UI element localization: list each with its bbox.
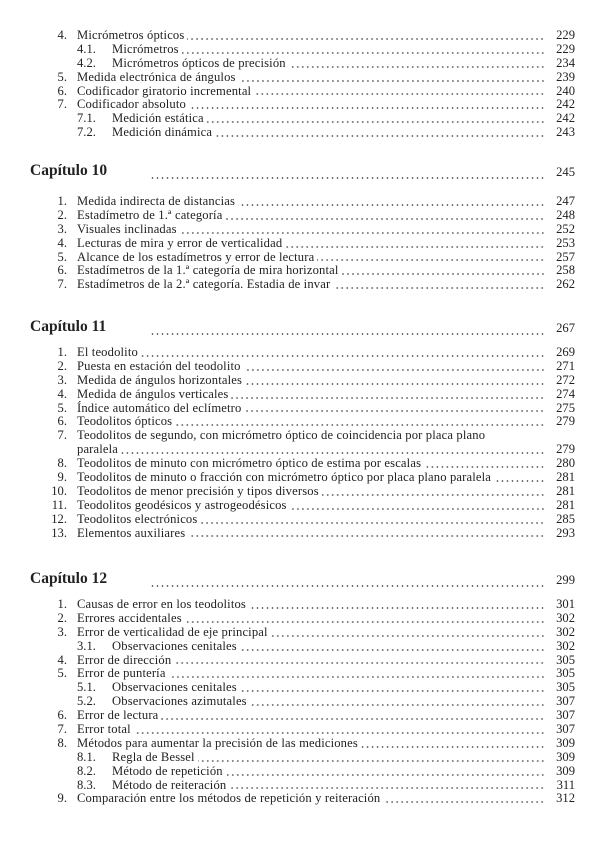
entry-title: Método de reiteración — [112, 779, 229, 793]
dot-leader — [169, 676, 545, 678]
page-number: 307 — [556, 694, 575, 709]
entry-title: Lecturas de mira y error de verticalidad — [77, 237, 285, 251]
page-number: 243 — [556, 125, 575, 140]
entry-number: 8.2. — [77, 763, 96, 778]
toc-entry — [0, 112, 600, 126]
toc-entry — [0, 457, 600, 471]
page-number: 239 — [556, 69, 575, 84]
entry-number: 10. — [51, 483, 67, 498]
entry-title-line — [77, 527, 545, 541]
toc-entry — [0, 667, 600, 681]
page-number: 281 — [556, 497, 575, 512]
dot-leader — [150, 333, 545, 335]
dot-leader — [342, 273, 545, 275]
chapter-title: Capítulo 10 — [30, 162, 108, 179]
toc-entry — [0, 751, 600, 765]
dot-leader — [250, 704, 545, 706]
dot-leader — [141, 355, 545, 357]
entry-title: Métodos para aumentar la precisión de las mediciones — [77, 737, 361, 751]
entry-number: 11. — [51, 497, 67, 512]
entry-title-line — [77, 626, 545, 640]
toc-entry — [0, 471, 600, 485]
entry-title: Puesta en estación del teodolito — [77, 360, 244, 374]
entry-title: Visuales inclinadas — [77, 223, 180, 237]
page-number: 272 — [556, 372, 575, 387]
entry-title: Micrómetros ópticos de precisión — [112, 57, 289, 71]
entry-title-line — [77, 209, 545, 223]
dot-leader — [245, 383, 545, 385]
entry-number: 2. — [57, 207, 67, 222]
entry-title: Codificador absoluto — [77, 98, 189, 112]
entry-title: Comparación entre los métodos de repetición y reiteración — [77, 792, 383, 806]
toc-entry — [0, 792, 600, 806]
toc-entry — [0, 29, 600, 43]
toc-entry — [0, 626, 600, 640]
toc-entry — [0, 195, 600, 209]
entry-number: 8.3. — [77, 777, 96, 792]
dot-leader — [174, 662, 545, 664]
dot-leader — [249, 607, 545, 609]
dot-leader — [239, 80, 545, 82]
toc-entry — [0, 346, 600, 360]
entry-number: 2. — [57, 358, 67, 373]
entry-number: 4. — [57, 386, 67, 401]
dot-leader — [150, 585, 545, 587]
toc-entry — [0, 360, 600, 374]
entry-title-line — [77, 402, 545, 416]
entry-number: 7. — [57, 428, 67, 443]
entry-title-line — [77, 667, 545, 681]
page-number: 305 — [556, 666, 575, 681]
page-number: 279 — [556, 414, 575, 429]
entry-number: 5. — [57, 69, 67, 84]
dot-leader — [134, 732, 545, 734]
entry-number: 5.1. — [77, 680, 96, 695]
entry-title: Error de lectura — [77, 709, 161, 723]
entry-number: 8. — [57, 735, 67, 750]
toc-section — [0, 318, 600, 540]
entry-title: Micrómetros ópticos — [77, 29, 187, 43]
dot-leader — [285, 246, 545, 248]
toc-entry — [0, 85, 600, 99]
dot-leader — [240, 690, 545, 692]
page-number: 302 — [556, 638, 575, 653]
toc-entry — [0, 695, 600, 709]
entry-title-line — [77, 278, 545, 292]
entry-title: Medición estática — [112, 112, 207, 126]
entry-title: Micrómetros — [112, 43, 182, 57]
entry-title: Medida de ángulos horizontales — [77, 374, 245, 388]
entry-number: 6. — [57, 708, 67, 723]
page-number: 280 — [556, 456, 575, 471]
entry-title-line — [112, 640, 545, 654]
entry-title: Error de verticalidad de eje principal — [77, 626, 271, 640]
entry-title-line — [77, 223, 545, 237]
dot-leader — [333, 287, 545, 289]
toc-entry — [0, 737, 600, 751]
dot-leader — [290, 508, 545, 510]
entry-title: Teodolitos ópticos — [77, 415, 175, 429]
entry-title: Observaciones azimutales — [112, 695, 250, 709]
toc-entry — [0, 278, 600, 292]
toc-entry — [0, 709, 600, 723]
dot-leader — [254, 93, 545, 95]
toc-entry — [0, 237, 600, 251]
chapter-title: Capítulo 12 — [30, 570, 108, 587]
toc-entry — [0, 126, 600, 140]
entry-title-line — [112, 112, 545, 126]
entry-title-line — [77, 723, 545, 737]
page-number: 281 — [556, 483, 575, 498]
entry-title-line — [77, 360, 545, 374]
page-number: 307 — [556, 708, 575, 723]
entry-title-line — [77, 612, 545, 626]
toc-entry — [0, 443, 600, 457]
entry-title-line — [77, 443, 545, 457]
entry-number: 1. — [57, 194, 67, 208]
dot-leader — [383, 801, 545, 803]
entry-title-line — [77, 195, 545, 209]
toc-entry — [0, 527, 600, 541]
page-number: 293 — [556, 525, 575, 540]
entry-title-line — [77, 85, 545, 99]
entry-title-line — [112, 681, 545, 695]
page-number: 242 — [556, 97, 575, 112]
dot-leader — [187, 38, 545, 40]
entry-number: 1. — [57, 597, 67, 611]
chapter-heading — [0, 570, 600, 592]
page-number: 245 — [556, 165, 575, 179]
toc-entry — [0, 612, 600, 626]
entry-title: Errores accidentales — [77, 612, 185, 626]
dot-leader — [271, 635, 545, 637]
entry-title-line — [77, 415, 545, 429]
entry-title: Teodolitos geodésicos y astrogeodésicos — [77, 499, 290, 513]
toc-entry — [0, 374, 600, 388]
page-number: 274 — [556, 386, 575, 401]
entry-number: 5. — [57, 400, 67, 415]
entry-number: 6. — [57, 414, 67, 429]
entry-number: 13. — [51, 525, 67, 540]
entry-number: 9. — [57, 470, 67, 485]
entry-title-line — [77, 598, 545, 612]
entry-number: 7. — [57, 722, 67, 737]
entry-title-line — [112, 695, 545, 709]
dot-leader — [289, 66, 545, 68]
entry-title-line — [77, 709, 545, 723]
entry-number: 7.1. — [77, 111, 96, 126]
entry-title: Regla de Bessel — [112, 751, 198, 765]
entry-title: Medida electrónica de ángulos — [77, 71, 239, 85]
page-number: 271 — [556, 358, 575, 373]
entry-title-line — [77, 98, 545, 112]
page-number: 302 — [556, 610, 575, 625]
entry-number: 1. — [57, 345, 67, 359]
entry-title: Estadímetros de la 1.ª categoría de mira horizontal — [77, 264, 342, 278]
dot-leader — [150, 177, 545, 179]
entry-title: Error de dirección — [77, 654, 174, 668]
dot-leader — [180, 232, 545, 234]
chapter-heading — [0, 162, 600, 184]
dot-leader — [182, 52, 545, 54]
entry-title: Observaciones cenitales — [112, 640, 240, 654]
page-number: 252 — [556, 221, 575, 236]
entry-title-line — [77, 485, 545, 499]
entry-title: Alcance de los estadímetros y error de lectura — [77, 251, 317, 265]
toc-entry — [0, 264, 600, 278]
entry-number: 3. — [57, 372, 67, 387]
entry-title-line — [112, 57, 545, 71]
dot-leader — [238, 204, 545, 206]
entry-title-line — [112, 751, 545, 765]
entry-title: Teodolitos de minuto con micrómetro óptico de estima por escalas — [77, 457, 424, 471]
page-number: 307 — [556, 722, 575, 737]
chapter-title: Capítulo 11 — [30, 318, 107, 335]
entry-number: 8.1. — [77, 749, 96, 764]
entry-title: Error total — [77, 723, 134, 737]
dot-leader — [226, 774, 545, 776]
page-number: 309 — [556, 763, 575, 778]
dot-leader — [361, 746, 545, 748]
dot-leader — [244, 369, 545, 371]
entry-title-line — [112, 779, 545, 793]
entry-title: Teodolitos de segundo, con micrómetro óptico de coincidencia por placa plano — [77, 429, 488, 443]
dot-leader — [200, 522, 545, 524]
entry-number: 5. — [57, 249, 67, 264]
page-number: 242 — [556, 111, 575, 126]
entry-title: Observaciones cenitales — [112, 681, 240, 695]
toc-entry — [0, 43, 600, 57]
dot-leader — [175, 424, 545, 426]
dot-leader — [240, 649, 545, 651]
entry-number: 8. — [57, 456, 67, 471]
dot-leader — [225, 218, 545, 220]
toc-section — [0, 29, 600, 140]
entry-title-line — [112, 43, 545, 57]
entry-number: 7. — [57, 97, 67, 112]
dot-leader — [229, 787, 545, 789]
entry-title-line — [77, 71, 545, 85]
dot-leader — [244, 410, 545, 412]
entry-title: Método de repetición — [112, 765, 226, 779]
toc-entry — [0, 402, 600, 416]
dot-leader — [215, 135, 545, 137]
toc-section — [0, 570, 600, 806]
entry-title: Teodolitos de minuto o fracción con micrómetro óptico por placa plano paralela — [77, 471, 494, 485]
entry-title-line — [77, 737, 545, 751]
page-number: 275 — [556, 400, 575, 415]
entry-number: 4.1. — [77, 41, 96, 56]
page-number: 253 — [556, 235, 575, 250]
page-number: 279 — [556, 442, 575, 457]
entry-number: 7.2. — [77, 125, 96, 140]
entry-title-line — [77, 374, 545, 388]
toc-entry — [0, 598, 600, 612]
entry-number: 3. — [57, 221, 67, 236]
dot-leader — [207, 121, 545, 123]
toc-entry — [0, 57, 600, 71]
entry-number: 5. — [57, 666, 67, 681]
entry-title-line — [77, 429, 545, 443]
entry-title: Codificador giratorio incremental — [77, 85, 254, 99]
entry-number: 12. — [51, 511, 67, 526]
entry-title: Error de puntería — [77, 667, 169, 681]
page-number: 248 — [556, 207, 575, 222]
entry-number: 3. — [57, 624, 67, 639]
entry-title: Estadímetro de 1.ª categoría — [77, 209, 225, 223]
entry-number: 4. — [57, 28, 67, 42]
chapter-heading — [0, 318, 600, 340]
entry-number: 4. — [57, 235, 67, 250]
entry-title: Medición dinámica — [112, 126, 215, 140]
page-number: 309 — [556, 749, 575, 764]
toc-entry — [0, 499, 600, 513]
page-number: 258 — [556, 263, 575, 278]
entry-title-line — [112, 765, 545, 779]
dot-leader — [185, 621, 545, 623]
entry-title-line — [77, 457, 545, 471]
toc-entry — [0, 779, 600, 793]
entry-number: 2. — [57, 610, 67, 625]
toc-entry — [0, 654, 600, 668]
entry-title-line — [77, 29, 545, 43]
toc-entry — [0, 765, 600, 779]
entry-number: 4.2. — [77, 55, 96, 70]
page-number: 281 — [556, 470, 575, 485]
toc-entry — [0, 640, 600, 654]
entry-title: Teodolitos electrónicos — [77, 513, 200, 527]
entry-number: 4. — [57, 652, 67, 667]
dot-leader — [494, 480, 545, 482]
entry-title-line — [77, 792, 545, 806]
entry-number: 7. — [57, 277, 67, 292]
entry-title: Causas de error en los teodolitos — [77, 598, 249, 612]
entry-number: 3.1. — [77, 638, 96, 653]
entry-title: Teodolitos de menor precisión y tipos diversos — [77, 485, 322, 499]
toc-entry — [0, 429, 600, 443]
toc-entry — [0, 415, 600, 429]
toc-entry — [0, 723, 600, 737]
dot-leader — [322, 494, 545, 496]
entry-number: 6. — [57, 263, 67, 278]
entry-title-line — [77, 346, 545, 360]
page-number: 305 — [556, 680, 575, 695]
dot-leader — [231, 397, 545, 399]
toc-entry — [0, 388, 600, 402]
entry-title-line — [77, 237, 545, 251]
page-number: 285 — [556, 511, 575, 526]
entry-title: paralela — [77, 443, 121, 457]
page-number: 267 — [556, 321, 575, 335]
page-number: 229 — [556, 41, 575, 56]
page-number: 301 — [556, 597, 575, 611]
toc-entry — [0, 71, 600, 85]
dot-leader — [189, 107, 545, 109]
page-number: 302 — [556, 624, 575, 639]
entry-title-line — [77, 388, 545, 402]
entry-number: 6. — [57, 83, 67, 98]
dot-leader — [161, 718, 545, 720]
entry-title-line — [77, 513, 545, 527]
page-number: 269 — [556, 345, 575, 359]
entry-title-line — [77, 499, 545, 513]
dot-leader — [198, 760, 545, 762]
entry-title: Elementos auxiliares — [77, 527, 188, 541]
toc-entry — [0, 513, 600, 527]
dot-leader — [317, 259, 545, 261]
entry-title: El teodolito — [77, 346, 141, 360]
toc-entry — [0, 681, 600, 695]
entry-number: 5.2. — [77, 694, 96, 709]
entry-title: Estadímetros de la 2.ª categoría. Estadia de invar — [77, 278, 333, 292]
toc-entry — [0, 485, 600, 499]
entry-number: 9. — [57, 791, 67, 806]
entry-title: Índice automático del eclímetro — [77, 402, 244, 416]
entry-title: Medida indirecta de distancias — [77, 195, 238, 209]
dot-leader — [121, 452, 545, 454]
page-number: 240 — [556, 83, 575, 98]
page-number: 229 — [556, 28, 575, 42]
entry-title: Medida de ángulos verticales — [77, 388, 231, 402]
page-number: 247 — [556, 194, 575, 208]
toc-entry — [0, 223, 600, 237]
entry-title-line — [77, 654, 545, 668]
dot-leader — [424, 466, 545, 468]
entry-title-line — [77, 264, 545, 278]
toc-entry — [0, 98, 600, 112]
page-number: 257 — [556, 249, 575, 264]
toc-entry — [0, 209, 600, 223]
entry-title-line — [77, 471, 545, 485]
dot-leader — [188, 535, 545, 537]
page-number: 262 — [556, 277, 575, 292]
page-number: 234 — [556, 55, 575, 70]
page-number: 309 — [556, 735, 575, 750]
page-number: 299 — [556, 573, 575, 587]
page-number: 311 — [556, 777, 575, 792]
toc-entry — [0, 251, 600, 265]
entry-title-line — [112, 126, 545, 140]
page-number: 305 — [556, 652, 575, 667]
page-number: 312 — [556, 791, 575, 806]
toc-section — [0, 162, 600, 292]
entry-title-line — [77, 251, 545, 265]
